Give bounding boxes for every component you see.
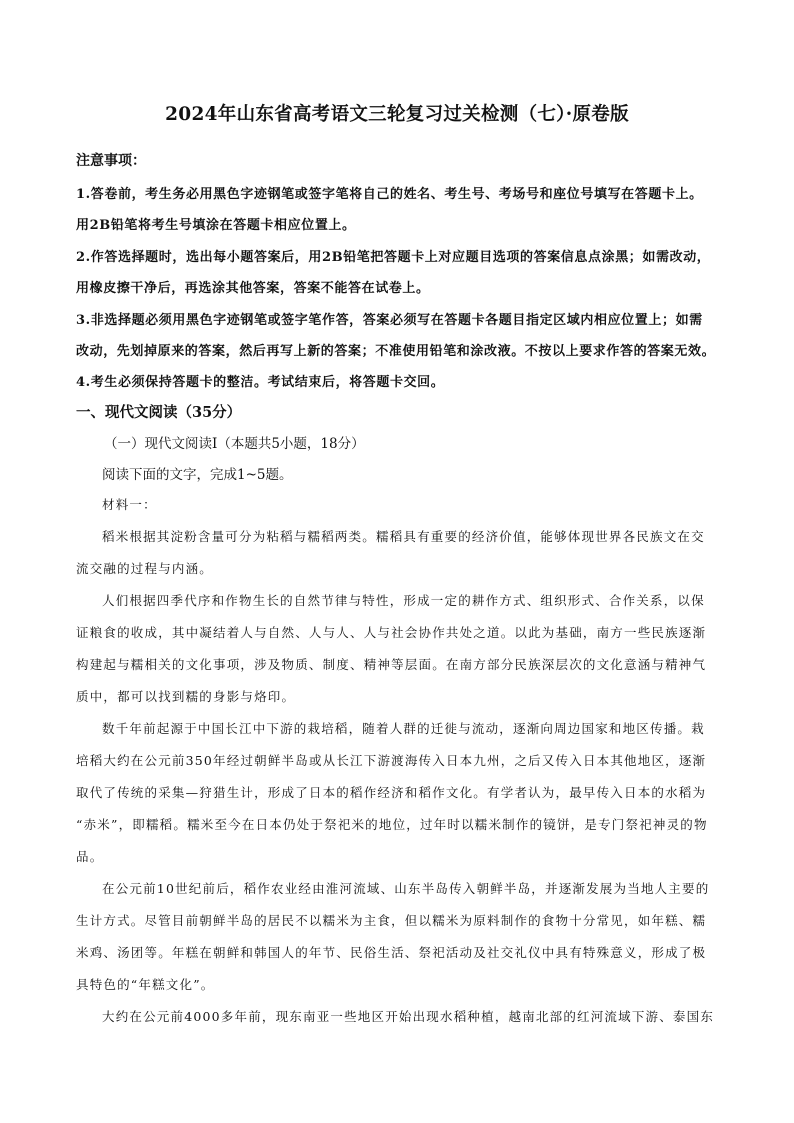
passage-line: 生计方式。尽管目前朝鲜半岛的居民不以糯米为主食，但以糯米为原料制作的食物十分常见，如年糕、糯 bbox=[76, 913, 707, 928]
page-title: 2024年山东省高考语文三轮复习过关检测（七）·原卷版 bbox=[165, 104, 629, 125]
passage-line: 品。 bbox=[76, 849, 104, 864]
passage-line: 人们根据四季代序和作物生长的自然节律与特性，形成一定的耕作方式、组织形式、合作关系，以保 bbox=[102, 593, 705, 608]
notice-line: 1.答卷前，考生务必用黑色字迹钢笔或签字笔将自己的姓名、考生号、考场号和座位号填写在答题卡上。 bbox=[76, 187, 703, 202]
notice-line: 用2B铅笔将考生号填涂在答题卡相应位置上。 bbox=[76, 218, 356, 233]
notice-line: 3.非选择题必须用黑色字迹钢笔或签字笔作答，答案必须写在答题卡各题目指定区域内相应位置上；如需 bbox=[76, 313, 703, 328]
passage-line: 证粮食的收成，其中凝结着人与自然、人与人、人与社会协作共处之道。以此为基础，南方一些民族逐渐 bbox=[76, 625, 707, 640]
passage-line: 取代了传统的采集—狩猎生计，形成了日本的稻作经济和稻作文化。有学者认为，最早传入日本的水稻为 bbox=[76, 785, 707, 800]
instruction-text: 阅读下面的文字，完成1~5题。 bbox=[102, 467, 293, 483]
passage-line: 米鸡、汤团等。年糕在朝鲜和韩国人的年节、民俗生活、祭祀活动及社交礼仪中具有特殊意义，形成了极 bbox=[76, 945, 707, 960]
passage-line: 培稻大约在公元前350年经过朝鲜半岛或从长江下游渡海传入日本九州，之后又传入日本其他地区，逐渐 bbox=[76, 753, 707, 768]
passage-line: “赤米”，即糯稻。糯米至今在日本仍处于祭祀米的地位，过年时以糯米制作的镜饼，是专门祭祀神灵的物 bbox=[76, 817, 708, 832]
passage-line: 质中，都可以找到糯的身影与烙印。 bbox=[76, 689, 296, 704]
passage-line: 数千年前起源于中国长江中下游的栽培稻，随着人群的迁徙与流动，逐渐向周边国家和地区传播。栽 bbox=[102, 721, 705, 736]
material-label: 材料一： bbox=[102, 497, 157, 512]
passage-line: 稻米根据其淀粉含量可分为粘稻与糯稻两类。糯稻具有重要的经济价值，能够体现世界各民族文在交 bbox=[102, 529, 705, 544]
notice-line: 2.作答选择题时，选出每小题答案后，用2B铅笔把答题卡上对应题目选项的答案信息点涂黑；如需改动， bbox=[76, 250, 711, 265]
notice-heading: 注意事项： bbox=[76, 153, 146, 169]
passage-line: 流交融的过程与内涵。 bbox=[76, 561, 214, 576]
subsection-heading: （一）现代文阅读Ⅰ（本题共5小题，18分） bbox=[104, 436, 365, 452]
notice-line: 用橡皮擦干净后，再选涂其他答案，答案不能答在试卷上。 bbox=[76, 281, 430, 296]
passage-line: 具特色的“年糕文化”。 bbox=[76, 977, 215, 992]
notice-line: 改动，先划掉原来的答案，然后再写上新的答案；不准使用铅笔和涂改液。不按以上要求作答的答案无效。 bbox=[76, 344, 716, 359]
notice-line: 4.考生必须保持答题卡的整洁。考试结束后，将答题卡交回。 bbox=[76, 375, 445, 390]
passage-line: 大约在公元前4000多年前，现东南亚一些地区开始出现水稻种植，越南北部的红河流域下游、泰国东 bbox=[102, 1009, 715, 1024]
passage-line: 构建起与糯相关的文化事项，涉及物质、制度、精神等层面。在南方部分民族深层次的文化意涵与精神气 bbox=[76, 657, 707, 672]
section-heading: 一、现代文阅读（35分） bbox=[76, 404, 242, 421]
passage-line: 在公元前10世纪前后，稻作农业经由淮河流域、山东半岛传入朝鲜半岛，并逐渐发展为当地人主要的 bbox=[102, 881, 710, 896]
